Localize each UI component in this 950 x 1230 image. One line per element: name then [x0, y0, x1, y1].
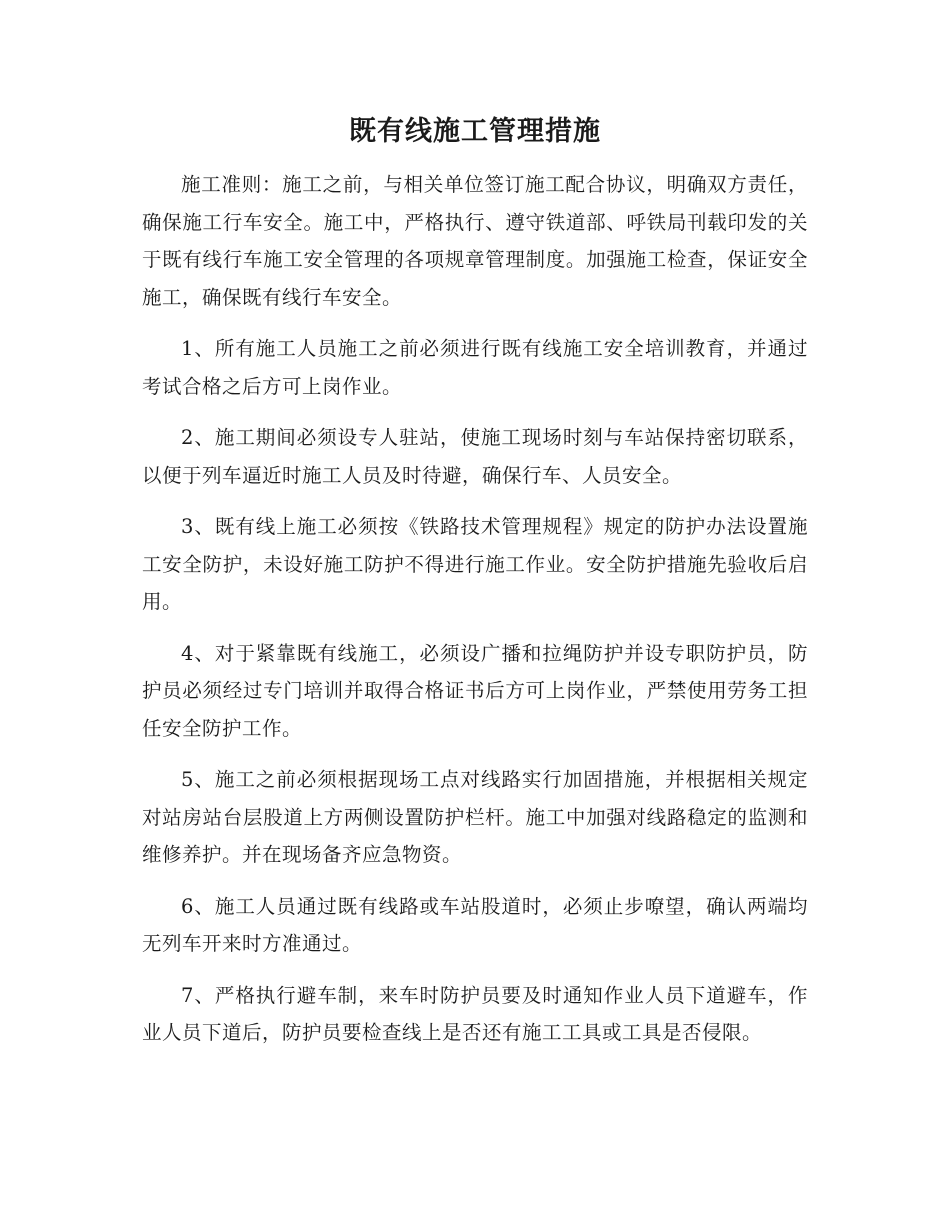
- paragraph-item-2: 2、施工期间必须设专人驻站，使施工现场时刻与车站保持密切联系，以便于列车逼近时施工人员及时待避，确保行车、人员安全。: [142, 426, 808, 487]
- paragraph-item-1: 1、所有施工人员施工之前必须进行既有线施工安全培训教育，并通过考试合格之后方可上岗作业。: [142, 337, 808, 398]
- paragraph-item-4: 4、对于紧靠既有线施工，必须设广播和拉绳防护并设专职防护员，防护员必须经过专门培训并取得合格证书后方可上岗作业，严禁使用劳务工担任安全防护工作。: [142, 641, 808, 740]
- document-page: [142, 112, 808, 1066]
- paragraph-principle: 施工准则：施工之前，与相关单位签订施工配合协议，明确双方责任，确保施工行车安全。施工中，严格执行、遵守铁道部、呼铁局刊载印发的关于既有线行车施工安全管理的各项规章管理制度。加强施工检查，保证安全施工，确保既有线行车安全。: [142, 173, 808, 309]
- paragraph-item-3: 3、既有线上施工必须按《铁路技术管理规程》规定的防护办法设置施工安全防护，未设好施工防护不得进行施工作业。安全防护措施先验收后启用。: [142, 515, 808, 613]
- paragraph-item-6: 6、施工人员通过既有线路或车站股道时，必须止步嘹望，确认两端均无列车开来时方准通过。: [142, 894, 808, 955]
- paragraph-item-7: 7、严格执行避车制，来车时防护员要及时通知作业人员下道避车，作业人员下道后，防护员要检查线上是否还有施工工具或工具是否侵限。: [142, 983, 808, 1044]
- paragraph-item-5: 5、施工之前必须根据现场工点对线路实行加固措施，并根据相关规定对站房站台层股道上方两侧设置防护栏杆。施工中加强对线路稳定的监测和维修养护。并在现场备齐应急物资。: [142, 768, 808, 866]
- document-title: 既有线施工管理措施: [349, 116, 601, 147]
